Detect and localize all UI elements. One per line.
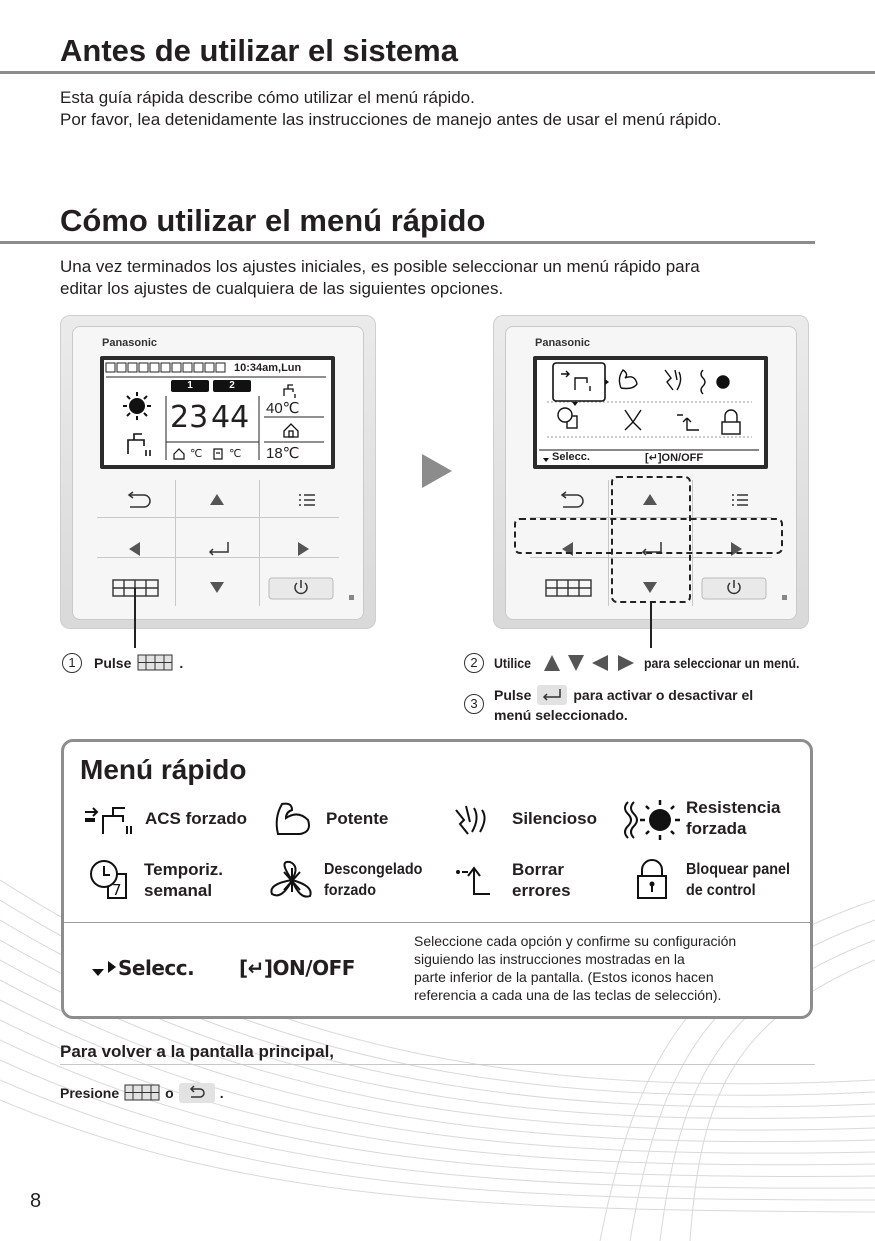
howto-line-2: editar los ajustes de cualquiera de las siguientes opciones. [60, 279, 504, 298]
menu-item-label: Potente [326, 808, 389, 828]
lcd-sel-hint: Selecc. [552, 451, 590, 463]
step-1-number: 1 [62, 653, 82, 673]
legend-onoff-label: [↵]ON/OFF [239, 956, 355, 980]
lcd-zone1-temp: 23 [170, 400, 209, 435]
legend-onoff [239, 956, 355, 980]
section-title-before-use: Antes de utilizar el sistema [60, 33, 458, 68]
step-1-text: Pulse [94, 655, 132, 671]
enter-key-icon [210, 542, 228, 555]
menu-description: Seleccione cada opción y confirme su configuración siguiendo las instrucciones mostradas en la parte inferior de la pantalla. (Estos iconos hacen referencia a cada una de las teclas de selección). [414, 933, 737, 1003]
menu-key-icon [732, 495, 748, 505]
menu-item-label: Descongelado forzado [324, 861, 423, 899]
callout-line-2 [650, 603, 652, 648]
lcd-screen [100, 356, 335, 469]
heater-forced-icon [620, 796, 680, 840]
highlight-horizontal-keys [514, 518, 783, 554]
lcd-onoff-hint: [↵]ON/OFF [645, 452, 704, 464]
arrow-keys-icon [542, 653, 638, 673]
right-key-icon [298, 542, 309, 556]
menu-item-heater-forced [620, 796, 781, 840]
menu-divider [64, 922, 810, 923]
quick-menu-key-icon [137, 654, 173, 672]
menu-item-clear-errors [450, 858, 571, 902]
step-2-number: 2 [464, 653, 484, 673]
step-3-line-2: menú seleccionado. [494, 707, 628, 723]
quick-menu-key-icon [546, 580, 591, 596]
brand-logo: Panasonic [102, 337, 158, 349]
return-press-text: Presione [60, 1085, 120, 1101]
howto-line-1: Una vez terminados los ajustes iniciales, es posible seleccionar un menú rápido para [60, 257, 700, 276]
return-end-text: . [219, 1085, 224, 1101]
lcd-zone-2: 2 [229, 380, 235, 391]
menu-item-quiet [450, 798, 597, 838]
menu-item-lock-panel [632, 858, 802, 902]
lcd-clock: 10:34am,Lun [234, 362, 302, 374]
return-or-text: o [165, 1085, 174, 1101]
step-2 [464, 653, 821, 673]
menu-item-weekly-timer [86, 858, 223, 902]
section-title-how-to-use: Cómo utilizar el menú rápido [60, 203, 486, 238]
legend-select [90, 956, 194, 980]
menu-item-dhw-forced [81, 800, 247, 836]
enter-key-icon [537, 685, 567, 705]
step-3-text: Pulse [494, 687, 532, 703]
back-key-icon [179, 1083, 215, 1103]
select-hint-icon [90, 957, 118, 979]
back-key-icon [129, 492, 150, 507]
quiet-icon [450, 798, 498, 838]
lcd-tank-temp: 40℃ [266, 400, 300, 417]
step-1-end: . [179, 655, 184, 671]
svg-text:7: 7 [112, 881, 122, 899]
return-heading: Para volver a la pantalla principal, [60, 1042, 335, 1061]
step-3 [464, 685, 753, 725]
step-1 [62, 653, 183, 673]
weekly-timer-icon [86, 858, 132, 902]
section-rule [0, 71, 875, 74]
lcd-zone2-temp: 44 [211, 400, 250, 435]
next-arrow-icon [420, 452, 454, 490]
controller-panel-left [60, 315, 376, 629]
step-3-end: para activar o desactivar el [573, 687, 754, 703]
clear-errors-icon [450, 858, 498, 902]
lcd-outdoor-temp: 18℃ [266, 445, 300, 462]
menu-item-label: Temporiz. semanal [144, 860, 224, 900]
left-key-icon [129, 542, 140, 556]
up-key-icon [210, 494, 224, 505]
menu-item-label: Silencioso [512, 808, 598, 828]
return-underline [60, 1064, 815, 1065]
down-key-icon [210, 582, 224, 593]
callout-line-1 [134, 588, 136, 648]
menu-key-icon [299, 495, 315, 505]
brand-logo: Panasonic [535, 337, 591, 349]
menu-item-label: ACS forzado [145, 808, 247, 828]
powerful-icon [272, 798, 316, 838]
back-key-icon [562, 492, 583, 507]
lcd-zone-1: 1 [187, 380, 193, 391]
quick-menu-key-icon [124, 1084, 160, 1102]
lcd-unit-1: ℃ [190, 448, 203, 460]
step-3-number: 3 [464, 694, 484, 714]
keypad-left[interactable] [73, 477, 363, 612]
lcd-screen-menu [533, 356, 768, 469]
quick-menu-grid [537, 360, 764, 465]
menu-item-defrost [266, 858, 433, 902]
lock-icon [632, 858, 672, 902]
intro-line-2: Por favor, lea detenidamente las instrucciones de manejo antes de usar el menú rápido. [60, 110, 722, 129]
page-number: 8 [30, 1190, 42, 1212]
intro-line-1: Esta guía rápida describe cómo utilizar el menú rápido. [60, 88, 475, 107]
menu-item-label: Borrar errores [512, 860, 571, 900]
quick-menu-box [61, 739, 813, 1019]
lcd-unit-2: ℃ [229, 448, 242, 460]
dhw-forced-icon [81, 800, 139, 836]
step-2-end: para seleccionar un menú. [644, 655, 800, 671]
menu-item-powerful [272, 798, 388, 838]
return-instruction [60, 1083, 224, 1103]
menu-item-label: Bloquear panel de control [686, 861, 791, 899]
defrost-icon [266, 858, 318, 902]
menu-item-label: Resistencia forzada [686, 798, 781, 838]
section-rule [0, 241, 815, 244]
step-2-text: Utilice [494, 655, 531, 671]
quick-menu-title: Menú rápido [80, 754, 247, 785]
legend-select-label: Selecc. [118, 956, 195, 980]
